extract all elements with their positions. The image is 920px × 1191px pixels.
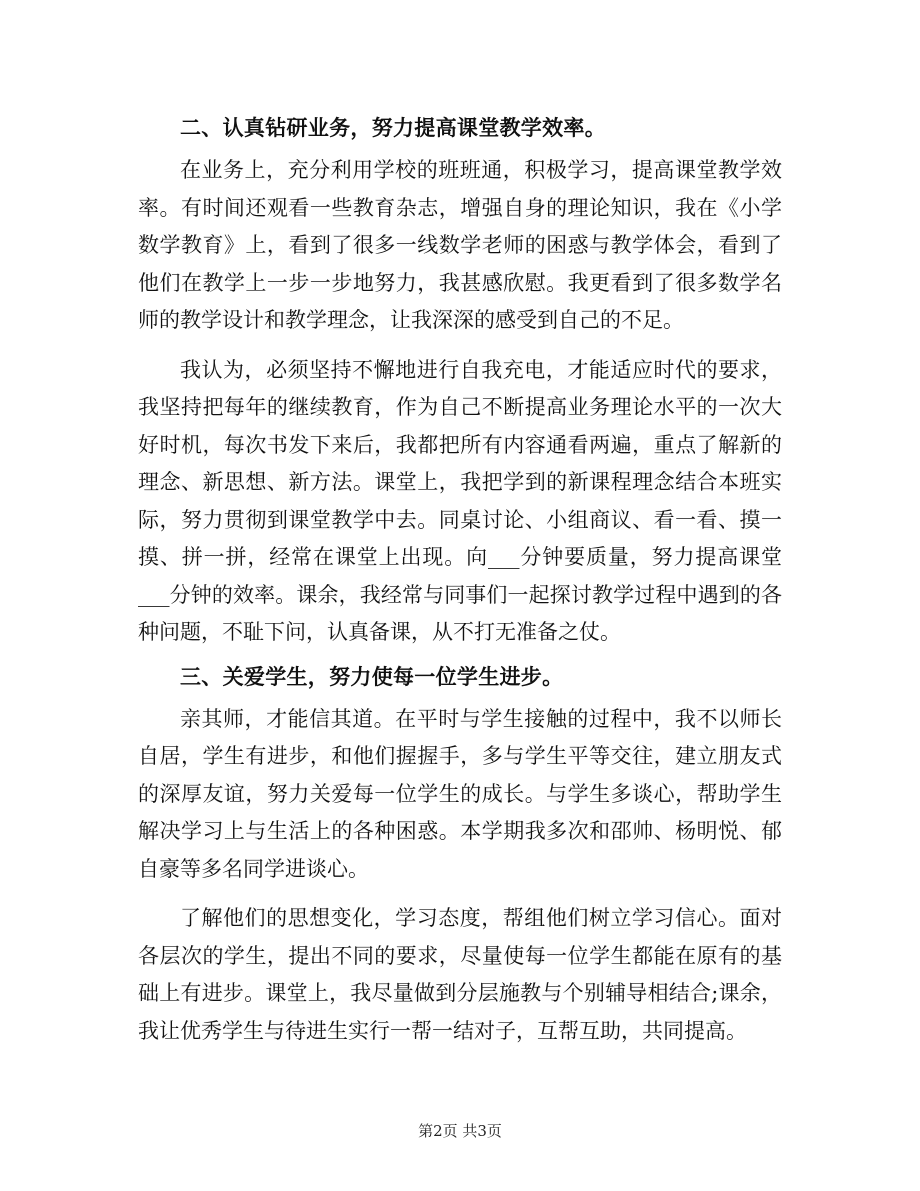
paragraph-1: 在业务上，充分利用学校的班班通，积极学习，提高课堂教学效率。有时间还观看一些教育杂志，增强自身的理论知识，我在《小学数学教育》上，看到了很多一线数学老师的困惑与教学体会，看到了他们在教学上一步一步地努力，我甚感欣慰。我更看到了很多数学名师的教学设计和教学理念，让我深深的感受到自己的不足。	[138, 158, 782, 332]
document-page	[138, 103, 782, 1050]
section-heading-2: 二、认真钻研业务，努力提高课堂教学效率。	[180, 115, 606, 140]
paragraph-2: 我认为，必须坚持不懈地进行自我充电，才能适应时代的要求，我坚持把每年的继续教育，作为自己不断提高业务理论水平的一次大好时机，每次书发下来后，我都把所有内容通看两遍，重点了解新的理念、新思想、新方法。课堂上，我把学到的新课程理念结合本班实际，努力贯彻到课堂教学中去。同桌讨论、小组商议、看一看、摸一摸、拼一拼，经常在课堂上出现。向___分钟要质量，努力提高课堂___分钟的效率。课余，我经常与同事们一起探讨教学过程中遇到的各种问题，不耻下问，认真备课，从不打无准备之仗。	[138, 357, 782, 644]
paragraph-4: 了解他们的思想变化，学习态度，帮组他们树立学习信心。面对各层次的学生，提出不同的要求，尽量使每一位学生都能在原有的基础上有进步。课堂上，我尽量做到分层施教与个别辅导相结合;课余，我让优秀学生与待进生实行一帮一结对子，互帮互助，共同提高。	[138, 906, 782, 1043]
paragraph-3: 亲其师，才能信其道。在平时与学生接触的过程中，我不以师长自居，学生有进步，和他们握握手，多与学生平等交往，建立朋友式的深厚友谊，努力关爱每一位学生的成长。与学生多谈心，帮助学生解决学习上与生活上的各种困惑。本学期我多次和邵帅、杨明悦、郁自豪等多名同学进谈心。	[138, 706, 782, 881]
page-footer	[0, 1120, 920, 1141]
page-indicator: 第2页 共3页	[418, 1122, 502, 1140]
section-heading-3: 三、关爱学生，努力使每一位学生进步。	[180, 663, 564, 689]
